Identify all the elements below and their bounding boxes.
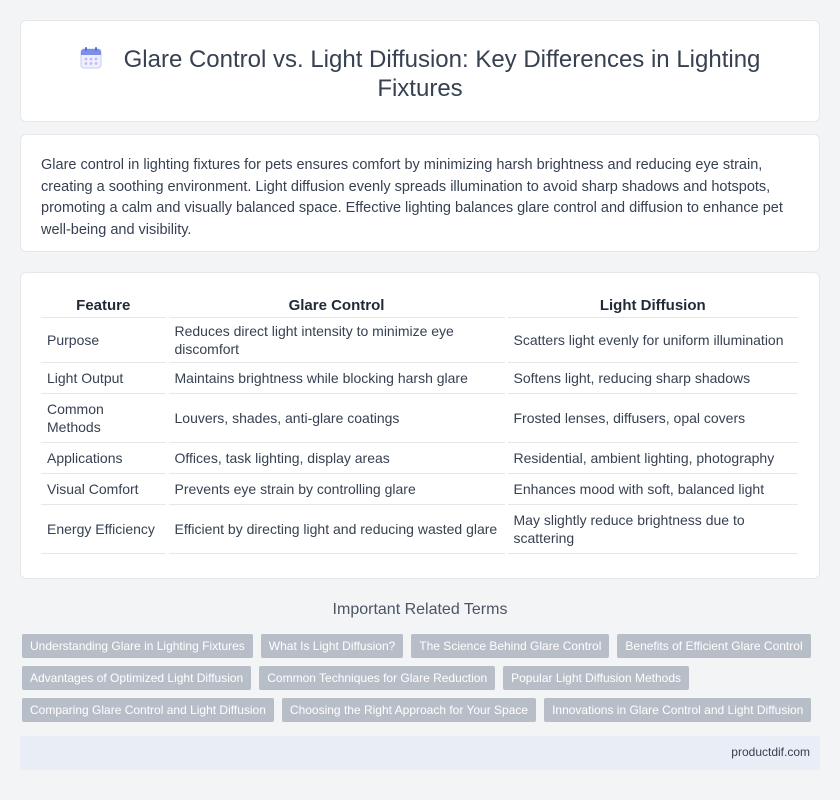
related-term-tag[interactable]: Choosing the Right Approach for Your Space: [282, 698, 536, 722]
comparison-table: [41, 295, 798, 554]
table-cell: Softens light, reducing sharp shadows: [506, 363, 798, 394]
tag-row: [22, 634, 822, 658]
column-header-light-diffusion: Light Diffusion: [506, 295, 798, 318]
table-cell: Reduces direct light intensity to minimize eye discomfort: [167, 318, 506, 363]
related-terms-list: [22, 634, 822, 730]
tag-row: [22, 666, 822, 690]
header-card: [20, 20, 820, 122]
table-cell: May slightly reduce brightness due to scattering: [506, 505, 798, 554]
table-cell: Frosted lenses, diffusers, opal covers: [506, 394, 798, 443]
intro-paragraph: Glare control in lighting fixtures for pets ensures comfort by minimizing harsh brightness and reducing eye strain, creating a soothing environment. Light diffusion evenly spreads illumination to avoid sharp shadows and hotspots, promoting a calm and visually balanced space. Effective lighting balances glare control and diffusion to enhance pet well-being and visibility.: [41, 157, 783, 238]
tag-row: [22, 698, 822, 722]
table-row: [41, 394, 798, 443]
table-cell: Offices, task lighting, display areas: [167, 443, 506, 474]
related-terms-heading: Important Related Terms: [332, 601, 508, 618]
footer-bar: [20, 736, 820, 770]
table-row: [41, 318, 798, 363]
related-term-tag[interactable]: Popular Light Diffusion Methods: [503, 666, 689, 690]
table-header-row: [41, 295, 798, 318]
table-cell: Scatters light evenly for uniform illumination: [506, 318, 798, 363]
table-row: [41, 474, 798, 505]
column-header-glare-control: Glare Control: [167, 295, 506, 318]
related-term-tag[interactable]: The Science Behind Glare Control: [411, 634, 609, 658]
table-cell: Applications: [41, 443, 167, 474]
table-cell: Louvers, shades, anti-glare coatings: [167, 394, 506, 443]
column-header-feature: Feature: [41, 295, 167, 318]
table-cell: Visual Comfort: [41, 474, 167, 505]
related-term-tag[interactable]: Advantages of Optimized Light Diffusion: [22, 666, 251, 690]
page-title: Glare Control vs. Light Diffusion: Key Differences in Lighting Fixtures: [123, 46, 761, 102]
table-row: [41, 363, 798, 394]
page-title-wrap: [61, 45, 779, 103]
table-cell: Efficient by directing light and reducing wasted glare: [167, 505, 506, 554]
related-term-tag[interactable]: Comparing Glare Control and Light Diffusion: [22, 698, 274, 722]
related-term-tag[interactable]: Benefits of Efficient Glare Control: [617, 634, 810, 658]
related-term-tag[interactable]: What Is Light Diffusion?: [261, 634, 404, 658]
table-cell: Enhances mood with soft, balanced light: [506, 474, 798, 505]
footer-site-link[interactable]: productdif.com: [731, 745, 810, 759]
table-cell: Energy Efficiency: [41, 505, 167, 554]
table-cell: Residential, ambient lighting, photography: [506, 443, 798, 474]
calendar-icon: [80, 47, 102, 69]
table-cell: Prevents eye strain by controlling glare: [167, 474, 506, 505]
intro-card: [20, 134, 820, 252]
related-term-tag[interactable]: Understanding Glare in Lighting Fixtures: [22, 634, 253, 658]
table-cell: Purpose: [41, 318, 167, 363]
table-row: [41, 505, 798, 554]
table-cell: Maintains brightness while blocking harsh glare: [167, 363, 506, 394]
related-term-tag[interactable]: Innovations in Glare Control and Light Diffusion: [544, 698, 811, 722]
table-cell: Light Output: [41, 363, 167, 394]
table-row: [41, 443, 798, 474]
comparison-card: [20, 272, 820, 579]
related-term-tag[interactable]: Common Techniques for Glare Reduction: [259, 666, 495, 690]
table-cell: Common Methods: [41, 394, 167, 443]
